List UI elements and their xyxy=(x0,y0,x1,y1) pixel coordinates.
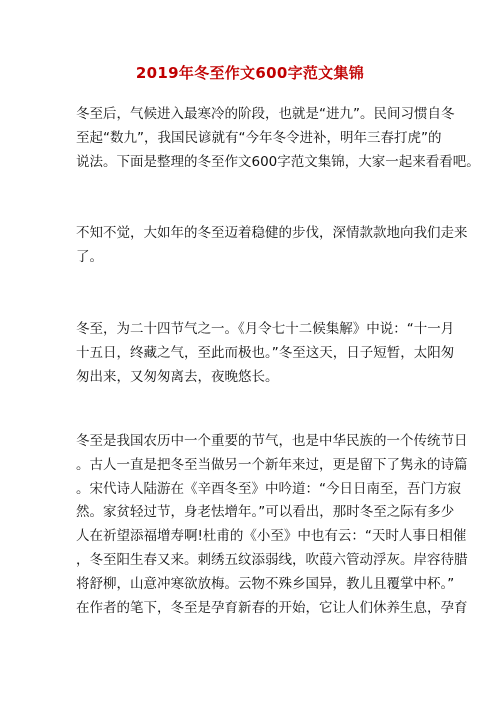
paragraph-line: 冬至后，气候进入最寒冷的阶段，也就是“进九”。民间习惯自冬 xyxy=(76,106,455,122)
paragraph-line: 将舒柳，山意冲寒欲放梅。云物不殊乡国异，教儿且覆掌中杯。” xyxy=(76,575,455,592)
document-title: 2019年冬至作文600字范文集锦 xyxy=(135,64,365,82)
paragraph-line: 不知不觉，大如年的冬至迈着稳健的步伐，深情款款地向我们走来 xyxy=(76,225,468,241)
paragraph-1 xyxy=(76,103,480,174)
paragraph-line: 说法。下面是整理的冬至作文600字范文集锦，大家一起来看看吧。 xyxy=(76,153,480,170)
paragraph-line: 十五日，终藏之气，至此而极也。”冬至这天，日子短暂，太阳匆 xyxy=(76,344,455,361)
paragraph-line: 冬至，为二十四节气之一。《月令七十二候集解》中说：“十一月 xyxy=(76,321,455,337)
paragraph-3 xyxy=(76,318,455,389)
paragraph-line: 匆出来，又匆匆离去，夜晚悠长。 xyxy=(76,368,279,385)
paragraph-line: 冬至是我国农历中一个重要的节气，也是中华民族的一个传统节日 xyxy=(76,433,468,449)
paragraph-line: 。宋代诗人陆游在《辛酉冬至》中吟道：“今日日南至，吾门方寂 xyxy=(76,480,461,497)
paragraph-2 xyxy=(76,222,468,270)
paragraph-line: 至起“数九”，我国民谚就有“今年冬令进补，明年三春打虎”的 xyxy=(76,129,442,146)
paragraph-line: 然。家贫轻过节，身老怯增年。”可以看出，那时冬至之际有多少 xyxy=(76,504,455,521)
paragraph-line: ，冬至阳生春又来。刺绣五纹添弱线，吹葭六管动浮灰。岸容待腊 xyxy=(76,551,468,568)
paragraph-line: 。古人一直是把冬至当做另一个新年来过，更是留下了隽永的诗篇 xyxy=(76,456,468,473)
paragraph-4 xyxy=(76,430,468,620)
paragraph-line: 人在祈望添福增寿啊!杜甫的《小至》中也有云：“天时人事日相催 xyxy=(76,528,467,545)
paragraph-line: 了。 xyxy=(76,248,103,265)
paragraph-line: 在作者的笔下，冬至是孕育新春的开始，它让人们休养生息，孕育 xyxy=(76,599,468,616)
